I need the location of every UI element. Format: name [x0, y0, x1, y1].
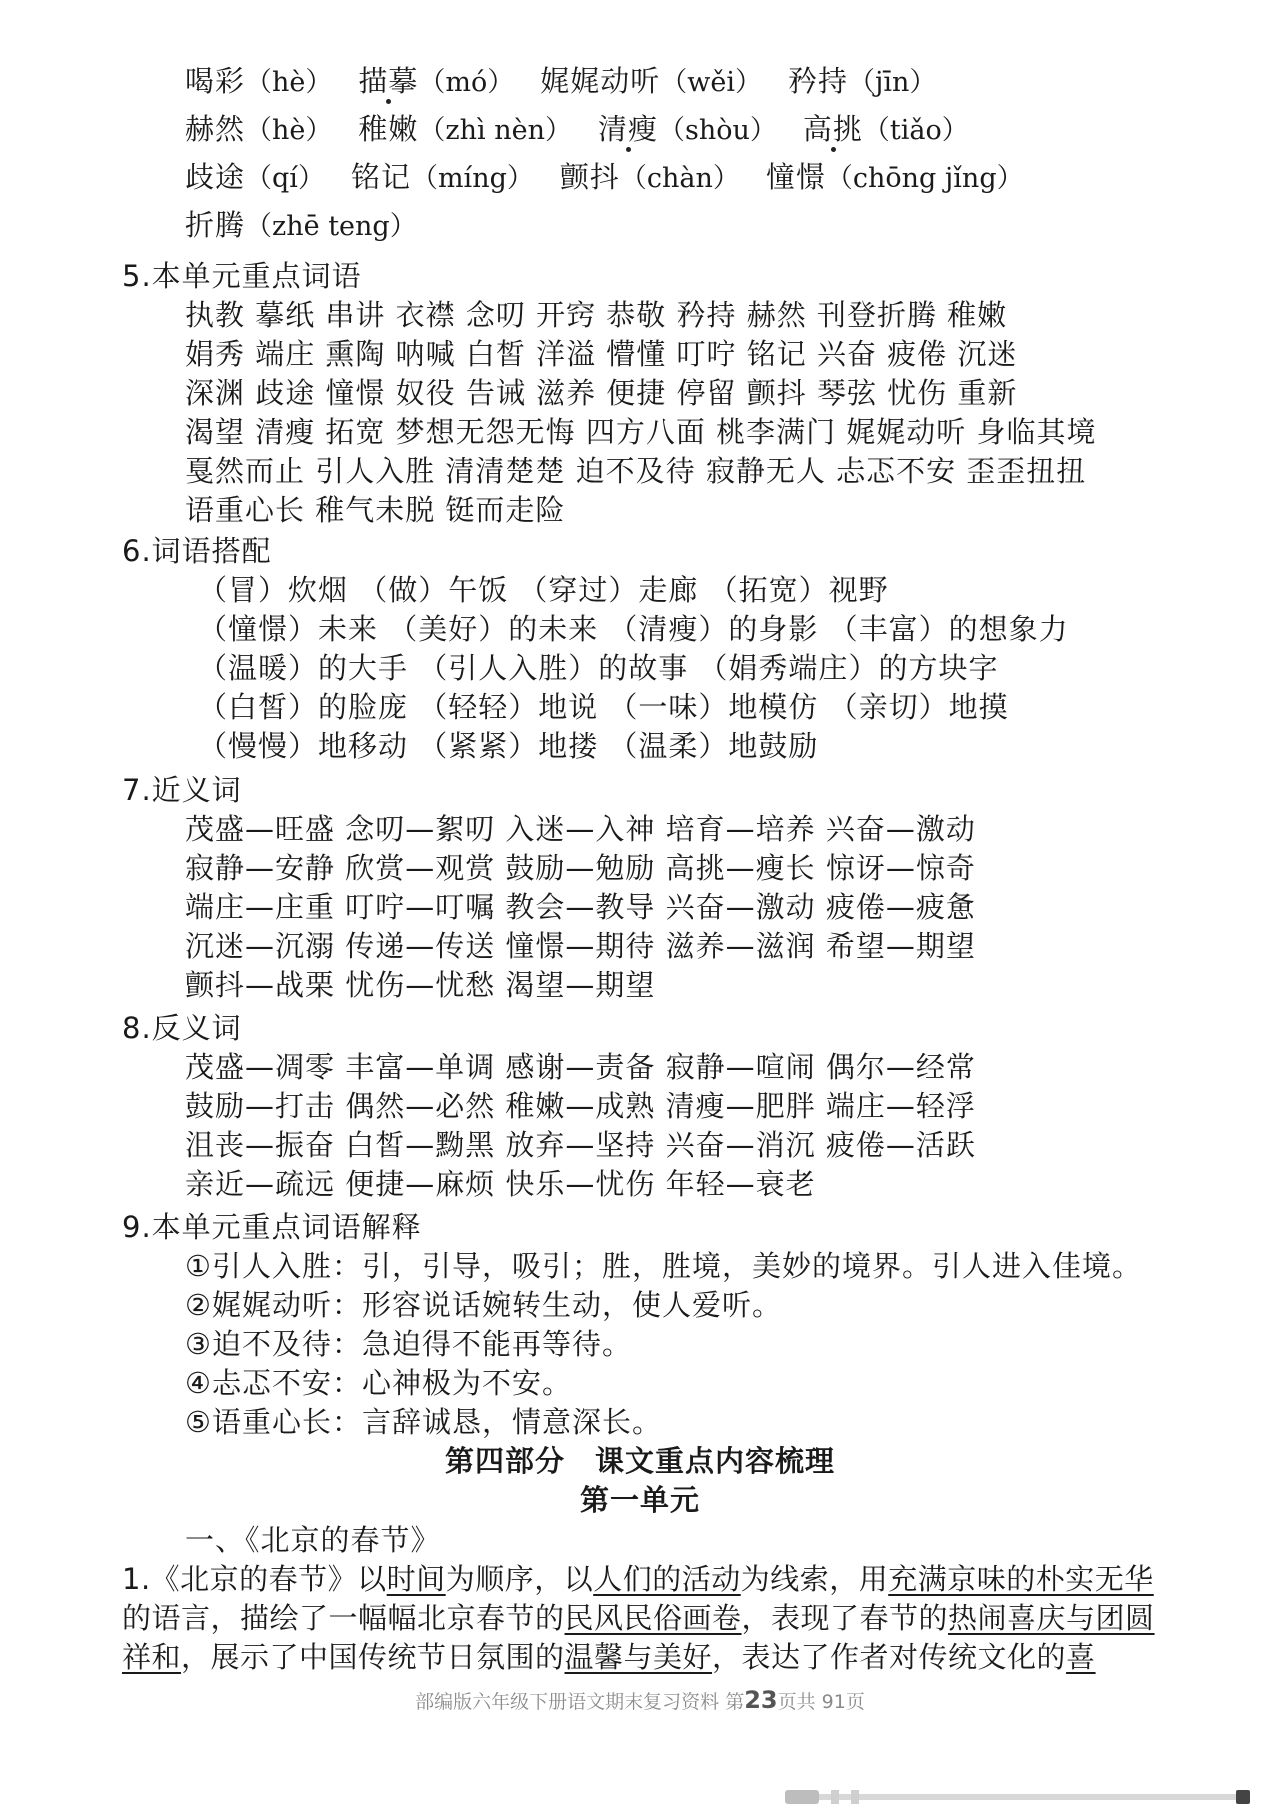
pinyin-row	[185, 62, 962, 102]
section-8-title: 8.反义词	[122, 1011, 242, 1045]
vocab-word: 娓娓动听	[540, 64, 661, 98]
scrollbar-tick	[831, 1790, 839, 1804]
collocation-line: （温暖）的大手 （引人入胜）的故事 （娟秀端庄）的方块字	[198, 651, 999, 685]
vocab-word: 铭记	[350, 160, 411, 194]
paragraph-text: 为顺序，以	[445, 1562, 594, 1596]
synonym-line: 寂静—安静 欣赏—观赏 鼓励—勉励 高挑—瘦长 惊讶—惊奇	[185, 851, 976, 885]
underlined-phrase: 喜	[1066, 1640, 1096, 1674]
collocation-line: （慢慢）地移动 （紧紧）地搂 （温柔）地鼓励	[198, 729, 819, 763]
pinyin-annotation: （míng）	[410, 163, 534, 194]
vocab-word: 稚嫩	[358, 112, 419, 146]
paragraph-text: 的语言，描绘了一幅幅北京春节的	[122, 1601, 565, 1635]
scrollbar-tick	[851, 1790, 859, 1804]
synonym-line: 沉迷—沉溺 传递—传送 憧憬—期待 滋养—滋润 希望—期望	[185, 929, 976, 963]
footer-page-number: 23	[744, 1686, 778, 1714]
underlined-phrase: 温馨与美好	[564, 1640, 713, 1674]
paragraph-text: 为线索，用	[740, 1562, 889, 1596]
horizontal-scrollbar[interactable]	[785, 1790, 1250, 1804]
pinyin-annotation: （qí）	[245, 163, 325, 194]
pinyin-row	[185, 110, 995, 150]
vocab-word: 折腾	[185, 208, 246, 242]
antonym-line: 茂盛—凋零 丰富—单调 感谢—责备 寂静—喧闹 偶尔—经常	[185, 1050, 976, 1084]
word-line: 语重心长 稚气未脱 铤而走险	[185, 493, 566, 527]
word-line: 渴望 清瘦 拓宽 梦想无怨无悔 四方八面 桃李满门 娓娓动听 身临其境	[185, 415, 1097, 449]
explanation-line: ①引人入胜：引，引导，吸引；胜，胜境，美妙的境界。引人进入佳境。	[185, 1249, 1142, 1283]
underlined-phrase: 民风民俗画卷	[564, 1601, 742, 1635]
paragraph-text: ，表现了春节的	[741, 1601, 949, 1635]
section-9-title: 9.本单元重点词语解释	[122, 1210, 422, 1244]
section-5-title: 5.本单元重点词语	[122, 259, 362, 293]
pinyin-annotation: （shòu）	[658, 115, 777, 146]
scrollbar-thumb[interactable]	[785, 1790, 819, 1804]
part-four-heading: 第四部分 课文重点内容梳理	[444, 1444, 835, 1478]
footer-total: 页共 91页	[777, 1691, 865, 1713]
pinyin-row	[185, 206, 443, 246]
vocab-word: 喝彩	[185, 64, 246, 98]
word-line: 执教 摹纸 串讲 衣襟 念叨 开窍 恭敬 矜持 赫然 刊登折腾 稚嫩	[185, 298, 1008, 332]
pinyin-annotation: （jīn）	[848, 67, 937, 98]
underlined-phrase: 人们的活动	[593, 1562, 741, 1596]
antonym-line: 亲近—疏远 便捷—麻烦 快乐—忧伤 年轻—衰老	[185, 1167, 816, 1201]
page-footer	[0, 1686, 1280, 1714]
section-6-title: 6.词语搭配	[122, 534, 272, 568]
vocab-word: 描摹	[358, 64, 419, 98]
antonym-line: 鼓励—打击 偶然—必然 稚嫩—成熟 清瘦—肥胖 端庄—轻浮	[185, 1089, 976, 1123]
paragraph-text: ，展示了中国传统节日氛围的	[181, 1640, 565, 1674]
pinyin-annotation: （zhē teng）	[245, 211, 417, 242]
vocab-word: 矜持	[788, 64, 849, 98]
underlined-phrase: 充满京味的朴实无华	[888, 1562, 1154, 1596]
synonym-line: 茂盛—旺盛 念叨—絮叨 入迷—入神 培育—培养 兴奋—激动	[185, 812, 976, 846]
word-line: 深渊 歧途 憧憬 奴役 告诫 滋养 便捷 停留 颤抖 琴弦 忧伤 重新	[185, 376, 1018, 410]
unit-heading: 第一单元	[579, 1483, 700, 1517]
word-line: 娟秀 端庄 熏陶 呐喊 白皙 洋溢 懵懂 叮咛 铭记 兴奋 疲倦 沉迷	[185, 337, 1018, 371]
explanation-line: ③迫不及待：急迫得不能再等待。	[185, 1327, 632, 1361]
pinyin-annotation: （wěi）	[660, 67, 763, 98]
scrollbar-end-button[interactable]	[1236, 1790, 1250, 1804]
paragraph-text: 1.《北京的春节》以	[122, 1562, 387, 1596]
vocab-word: 高挑	[802, 112, 863, 146]
synonym-line: 端庄—庄重 叮咛—叮嘱 教会—教导 兴奋—激动 疲倦—疲惫	[185, 890, 976, 924]
paragraph-text: ，表达了作者对传统文化的	[712, 1640, 1067, 1674]
collocation-line: （憧憬）未来 （美好）的未来 （清瘦）的身影 （丰富）的想象力	[198, 612, 1069, 646]
pinyin-annotation: （chōng jǐng）	[825, 163, 1024, 194]
vocab-word: 颤抖	[559, 160, 620, 194]
pinyin-annotation: （zhì nèn）	[418, 115, 572, 146]
explanation-line: ②娓娓动听：形容说话婉转生动，使人爱听。	[185, 1288, 782, 1322]
explanation-line: ⑤语重心长：言辞诚恳，情意深长。	[185, 1405, 662, 1439]
footer-text: 部编版六年级下册语文期末复习资料 第	[415, 1691, 745, 1713]
lesson-heading: 一、《北京的春节》	[185, 1523, 441, 1557]
underlined-phrase: 时间	[386, 1562, 446, 1596]
section-7-title: 7.近义词	[122, 773, 242, 807]
explanation-line: ④忐忑不安：心神极为不安。	[185, 1366, 572, 1400]
synonym-line: 颤抖—战栗 忧伤—忧愁 渴望—期望	[185, 968, 656, 1002]
pinyin-annotation: （hè）	[245, 67, 333, 98]
vocab-word: 憧憬	[765, 160, 826, 194]
pinyin-row	[185, 158, 1050, 198]
vocab-word: 赫然	[185, 112, 246, 146]
lesson-paragraph	[122, 1560, 1167, 1677]
collocation-line: （冒）炊烟 （做）午饭 （穿过）走廊 （拓宽）视野	[198, 573, 889, 607]
pinyin-annotation: （hè）	[245, 115, 333, 146]
pinyin-annotation: （tiǎo）	[862, 115, 969, 146]
antonym-line: 沮丧—振奋 白皙—黝黑 放弃—坚持 兴奋—消沉 疲倦—活跃	[185, 1128, 976, 1162]
vocab-word: 歧途	[185, 160, 246, 194]
word-line: 戛然而止 引人入胜 清清楚楚 迫不及待 寂静无人 忐忑不安 歪歪扭扭	[185, 454, 1087, 488]
collocation-line: （白皙）的脸庞 （轻轻）地说 （一味）地模仿 （亲切）地摸	[198, 690, 1009, 724]
pinyin-annotation: （mó）	[418, 67, 515, 98]
vocab-word: 清瘦	[598, 112, 659, 146]
underlined-phrase: 热闹喜庆与团圆祥和	[122, 1601, 1155, 1674]
pinyin-annotation: （chàn）	[619, 163, 740, 194]
